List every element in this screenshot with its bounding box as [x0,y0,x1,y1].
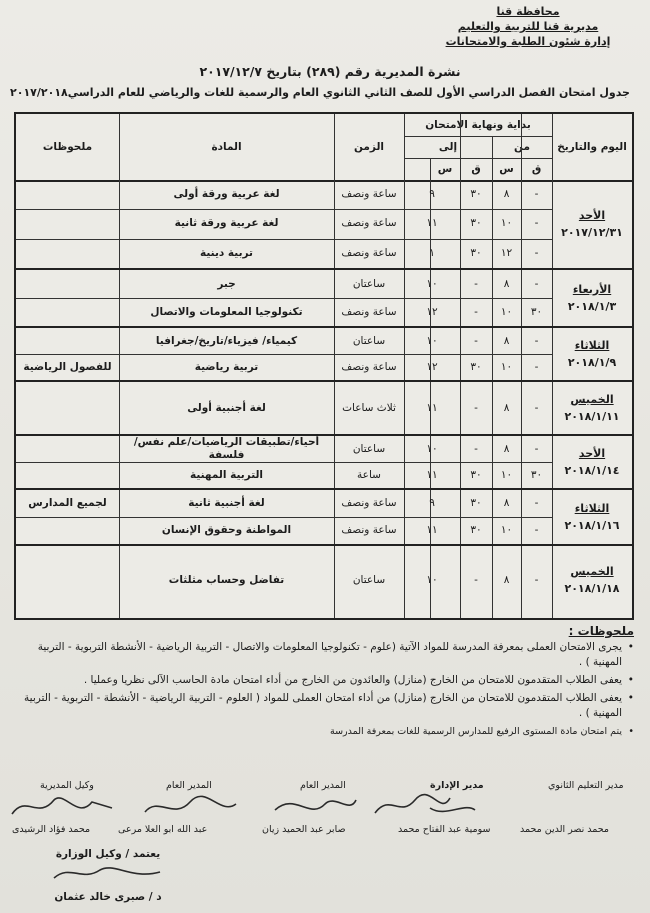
row-note [16,517,119,544]
from-minute: - [534,246,539,259]
from-minute: - [534,277,539,290]
to-hour: ١١ [426,524,438,536]
header-subject: المادة [211,140,242,153]
subject: لغة عربية ورقة أولى [173,188,280,201]
row-note [16,239,119,268]
day-date-cell [552,546,632,614]
row-note: للفصول الرياضية [23,360,112,373]
signature-title: المدير العام [300,780,346,791]
from-hour: ١٠ [500,524,513,536]
to-minute: ٣٠ [470,497,482,509]
header-to: إلى [438,140,458,153]
note-item: • يعفى الطلاب المتقدمون للامتحان من الخارج (منازل) والعائدون من الخارج من أداء امتحان مادة الحاسب الآلى نظريا وعمليا . [14,673,636,688]
letterhead [428,4,628,49]
from-hour: ٨ [503,188,510,201]
header-minute: ق [531,162,542,175]
from-minute: - [534,401,539,414]
table-rule [16,239,552,240]
governorate: محافظة قنا [496,5,560,18]
handwritten-signature [140,790,240,824]
day-date-cell [552,382,632,434]
duration: ساعتان [352,334,386,347]
table-rule [16,209,552,210]
handwritten-signature [48,862,168,884]
from-minute: ٣٠ [530,468,543,481]
day-name: الأربعاء [572,283,612,296]
header-notes: ملحوظات [42,140,93,153]
to-hour: ١٢ [426,360,438,373]
from-hour: ٨ [503,442,510,455]
day-name: الخميس [570,393,614,406]
approval-name: د / صبرى خالد عثمان [54,891,162,903]
to-hour: ١٠ [426,442,438,455]
exam-date: ٢٠١٨/١/١٨ [564,582,620,595]
row-note [16,328,119,354]
notes-list [14,640,636,742]
to-minute: ٣٠ [470,524,482,536]
subject: أحياء/تطبيقات الرياضيات/علم نفس/فلسفة [133,436,320,461]
table-rule [16,298,552,299]
exam-date: ٢٠١٨/١/١٦ [564,519,620,532]
subject: لغة أجنبية ثانية [188,497,265,509]
duration: ساعة ونصف [341,305,397,318]
subject: تربية رياضية [194,360,259,373]
to-minute: - [474,573,478,586]
header-hour: س [499,162,514,175]
subject: التربية المهنية [189,468,264,481]
signature-title: مدير الإدارة [430,780,484,791]
exam-date: ٢٠١٨/١/١٤ [564,464,620,477]
duration: ساعتان [352,442,386,455]
from-hour: ١٠ [500,305,513,318]
subject: المواطنة وحقوق الإنسان [161,524,292,536]
from-hour: ١٠ [500,217,513,230]
day-date-cell [552,436,632,488]
from-hour: ٨ [503,277,510,290]
handwritten-signature [370,788,480,824]
duration: ساعتان [352,277,386,290]
day-name: الأحد [578,209,606,222]
from-minute: - [534,217,539,230]
table-rule [16,354,552,355]
to-minute: ٣٠ [470,468,482,481]
row-note [16,270,119,298]
signatures [0,780,650,840]
signature-title: مدير التعليم الثانوي [548,780,624,791]
exam-date: ٢٠١٨/١/٣ [567,300,617,313]
exam-date: ٢٠١٨/١/٩ [567,356,617,369]
from-minute: - [534,360,539,373]
header-start-end: بداية ونهاية الامتحان [425,118,531,131]
row-note [16,382,119,434]
to-minute: - [474,334,478,347]
row-note [16,180,119,209]
directorate: مديرية قنا للتربية والتعليم [457,20,599,33]
from-minute: - [534,497,539,509]
signature-title: وكيل المديرية [40,780,94,791]
duration: ساعة ونصف [341,524,397,536]
to-minute: ٣٠ [470,360,482,373]
duration: ساعة ونصف [341,497,397,509]
header-day-date: اليوم والتاريخ [557,140,627,153]
day-name: الثلاثاء [574,502,610,515]
to-hour: ٩ [429,188,435,201]
duration: ثلاث ساعات [342,401,396,414]
day-name: الأحد [578,447,606,460]
to-hour: ١١ [426,217,438,230]
note-item: • يتم امتحان مادة المستوى الرفيع للمدارس الرسمية للغات بمعرفة المدرسة [14,724,636,739]
day-date-cell [552,490,632,544]
row-note [16,462,119,488]
from-hour: ٨ [503,573,510,586]
signature-name: محمد فؤاد الرشيدى [12,824,91,835]
to-hour: ١٢ [426,305,438,318]
exam-schedule-table [14,112,634,620]
notes-title: ملحوظات : [568,624,634,638]
table-rule [404,136,552,137]
signature-name: محمد نصر الدين محمد [520,824,609,835]
signature-name: صابر عبد الحميد زيان [262,824,346,835]
day-date-cell [552,180,632,268]
note-item: • يعفى الطلاب المتقدمون للامتحان من الخارج (منازل) من أداء امتحان العملى للمواد ( العلوم - التربية الرياضية - الأنشطة - التربوية - التربية المهنية ) . [14,691,636,721]
duration: ساعة [357,468,381,481]
header-minute: ق [471,162,481,175]
department: إدارة شئون الطلبة والامتحانات [445,35,611,48]
subject: لغة عربية ورقة ثانية [174,217,279,230]
from-minute: - [534,524,539,536]
circular-number: نشرة المديرية رقم (٢٨٩) بتاريخ ٢٠١٧/١٢/٧ [199,64,461,79]
to-hour: ١٠ [426,334,438,347]
subject: كيمياء/ فيزياء/تاريخ/جغرافيا [155,334,298,347]
duration: ساعتان [352,573,386,586]
exam-date: ٢٠١٨/١/١١ [564,410,620,423]
exam-date: ٢٠١٧/١٢/٣١ [561,226,623,239]
duration: ساعة ونصف [341,246,397,259]
page-title: جدول امتحان الفصل الدراسي الأول للصف الثاني الثانوي العام والرسمية للغات والرياضي للعام الدراسي٢٠١٧/٢٠١٨ [10,86,630,99]
handwritten-signature [270,790,360,824]
day-date-cell [552,328,632,380]
to-hour: ١١ [426,401,438,414]
duration: ساعة ونصف [341,217,397,230]
from-hour: ٨ [503,334,510,347]
from-hour: ٨ [503,401,510,414]
to-hour: ١٠ [426,573,438,586]
header-hour: س [437,162,453,175]
signature-name: عبد الله ابو العلا مرعى [118,824,208,835]
signature-title: المدير العام [166,780,212,791]
subject: تكنولوجيا المعلومات والاتصال [150,305,303,318]
to-minute: - [474,401,478,414]
subject: تفاضل وحساب مثلثات [168,573,285,586]
to-minute: ٣٠ [470,188,482,201]
from-hour: ١٠ [500,360,513,373]
day-date-cell [552,270,632,326]
from-minute: - [534,442,539,455]
from-hour: ١٢ [500,246,513,259]
row-note [16,298,119,326]
table-rule [404,158,552,159]
duration: ساعة ونصف [341,360,397,373]
from-minute: ٣٠ [530,305,543,318]
table-rule [16,462,552,463]
day-name: الثلاثاء [574,339,610,352]
from-hour: ١٠ [500,468,513,481]
to-minute: - [474,277,478,290]
from-minute: - [534,573,539,586]
to-minute: ٣٠ [470,246,482,259]
signature-name: سومية عبد الفتاح محمد [398,824,491,835]
from-minute: - [534,334,539,347]
approval-block [48,846,168,905]
handwritten-signature [8,790,118,824]
approval-label: يعتمد / وكيل الوزارة [55,848,161,860]
subject: لغة أجنبية أولى [187,401,266,414]
to-minute: - [474,442,478,455]
row-note: لجميع المدارس [28,497,107,509]
to-minute: ٣٠ [470,217,482,230]
table-rule [16,517,552,518]
subject: جبر [217,277,236,290]
to-hour: ٩ [429,497,435,509]
note-item: • يجرى الامتحان العملى بمعرفة المدرسة للمواد الآتية (علوم - تكنولوجيا المعلومات والاتصال - التربية الرياضية - الأنشطة التربوية - التربية المهنية ) . [14,640,636,670]
header-duration: الزمن [353,140,385,153]
to-hour: ١٠ [426,277,438,290]
from-minute: - [534,188,539,201]
subject: تربية دينية [200,246,253,259]
duration: ساعة ونصف [341,188,397,201]
row-note [16,436,119,462]
to-hour: ١١ [426,468,438,481]
row-note [16,546,119,614]
to-minute: - [474,305,478,318]
from-hour: ٨ [503,497,510,509]
to-hour: ١ [429,246,435,259]
day-name: الخميس [570,565,614,578]
row-note [16,209,119,238]
header-from: من [514,140,530,153]
